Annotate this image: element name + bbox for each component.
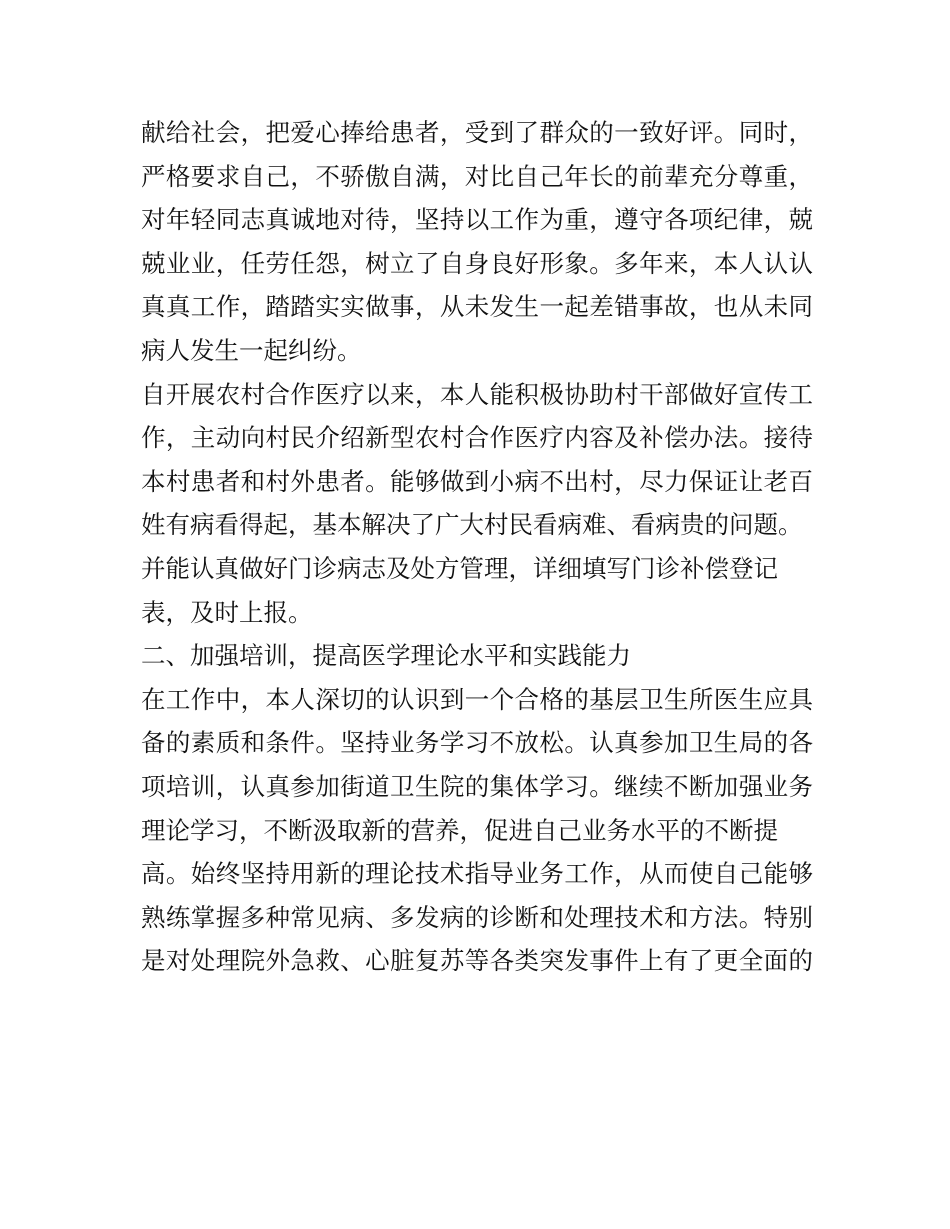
text-line: 兢业业，任劳任怨，树立了自身良好形象。多年来，本人认认 (141, 248, 813, 278)
text-line: 熟练掌握多种常见病、多发病的诊断和处理技术和方法。特别 (141, 902, 813, 932)
text-line: 在工作中，本人深切的认识到一个合格的基层卫生所医生应具 (141, 684, 813, 714)
document-body (141, 111, 813, 983)
text-line: 严格要求自己，不骄傲自满，对比自己年长的前辈充分尊重， (141, 161, 813, 191)
text-line: 备的素质和条件。坚持业务学习不放松。认真参加卫生局的各 (141, 728, 813, 758)
text-line: 高。始终坚持用新的理论技术指导业务工作，从而使自己能够 (141, 859, 813, 889)
text-line: 项培训，认真参加街道卫生院的集体学习。继续不断加强业务 (141, 771, 813, 801)
text-line: 自开展农村合作医疗以来，本人能积极协助村干部做好宣传工 (141, 379, 813, 409)
text-line: 理论学习，不断汲取新的营养，促进自己业务水平的不断提 (141, 815, 778, 845)
text-line: 病人发生一起纠纷。 (141, 335, 362, 365)
text-line: 真真工作，踏踏实实做事，从未发生一起差错事故，也从未同 (141, 292, 813, 322)
section-heading: 二、加强培训，提高医学理论水平和实践能力 (141, 641, 631, 671)
text-line: 姓有病看得起，基本解决了广大村民看病难、看病贵的问题。 (141, 510, 803, 540)
text-line: 并能认真做好门诊病志及处方管理，详细填写门诊补偿登记 (141, 553, 778, 583)
text-line: 作，主动向村民介绍新型农村合作医疗内容及补偿办法。接待 (141, 423, 813, 453)
text-line: 表，及时上报。 (141, 597, 313, 627)
text-line: 本村患者和村外患者。能够做到小病不出村，尽力保证让老百 (141, 466, 813, 496)
text-line: 对年轻同志真诚地对待，坚持以工作为重，遵守各项纪律，兢 (141, 205, 813, 235)
text-line: 献给社会，把爱心捧给患者，受到了群众的一致好评。同时， (141, 118, 813, 147)
text-line: 是对处理院外急救、心脏复苏等各类突发事件上有了更全面的 (141, 946, 813, 976)
